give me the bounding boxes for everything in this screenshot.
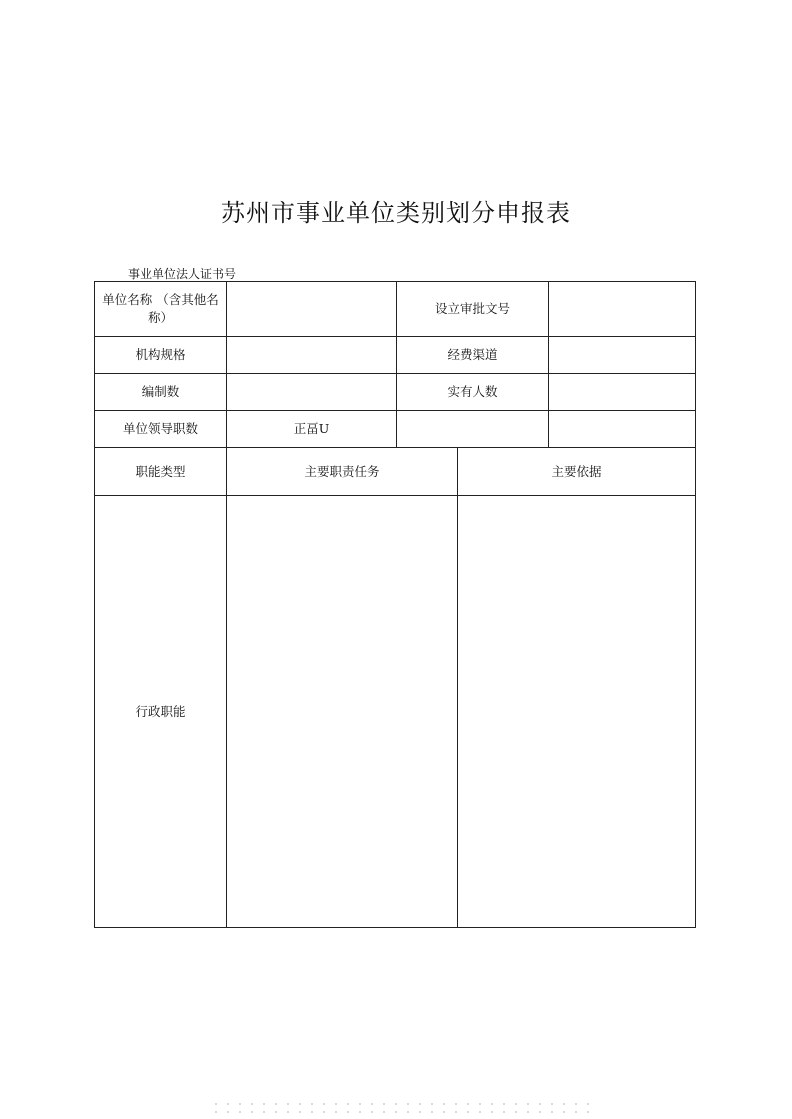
function-type-header: 职能类型	[94, 447, 227, 496]
admin-duties-field[interactable]	[226, 495, 458, 928]
leader-field-extra-2[interactable]	[548, 410, 696, 448]
leader-value[interactable]: 正畐U	[226, 410, 397, 448]
actual-count-field[interactable]	[548, 373, 696, 411]
org-spec-field[interactable]	[226, 336, 397, 374]
staffing-label: 编制数	[94, 373, 227, 411]
approval-doc-field[interactable]	[548, 281, 696, 337]
form-title: 苏州市事业单位类别划分申报表	[221, 199, 571, 227]
certificate-number-label: 事业单位法人证书号	[128, 267, 237, 281]
admin-basis-field[interactable]	[457, 495, 696, 928]
actual-count-label: 实有人数	[396, 373, 549, 411]
main-basis-header: 主要依据	[457, 447, 696, 496]
funding-label: 经费渠道	[396, 336, 549, 374]
footer-scan-marks	[210, 1100, 590, 1119]
leader-label: 单位领导职数	[94, 410, 227, 448]
main-duties-header: 主要职责任务	[226, 447, 458, 496]
funding-field[interactable]	[548, 336, 696, 374]
admin-function-label: 行政职能	[94, 495, 227, 928]
org-spec-label: 机构规格	[94, 336, 227, 374]
application-form-table	[94, 281, 696, 928]
unit-name-label: 单位名称 （含其他名称）	[94, 281, 227, 337]
unit-name-field[interactable]	[226, 281, 397, 337]
approval-doc-label: 设立审批文号	[396, 281, 549, 337]
leader-field-extra[interactable]	[396, 410, 549, 448]
staffing-field[interactable]	[226, 373, 397, 411]
